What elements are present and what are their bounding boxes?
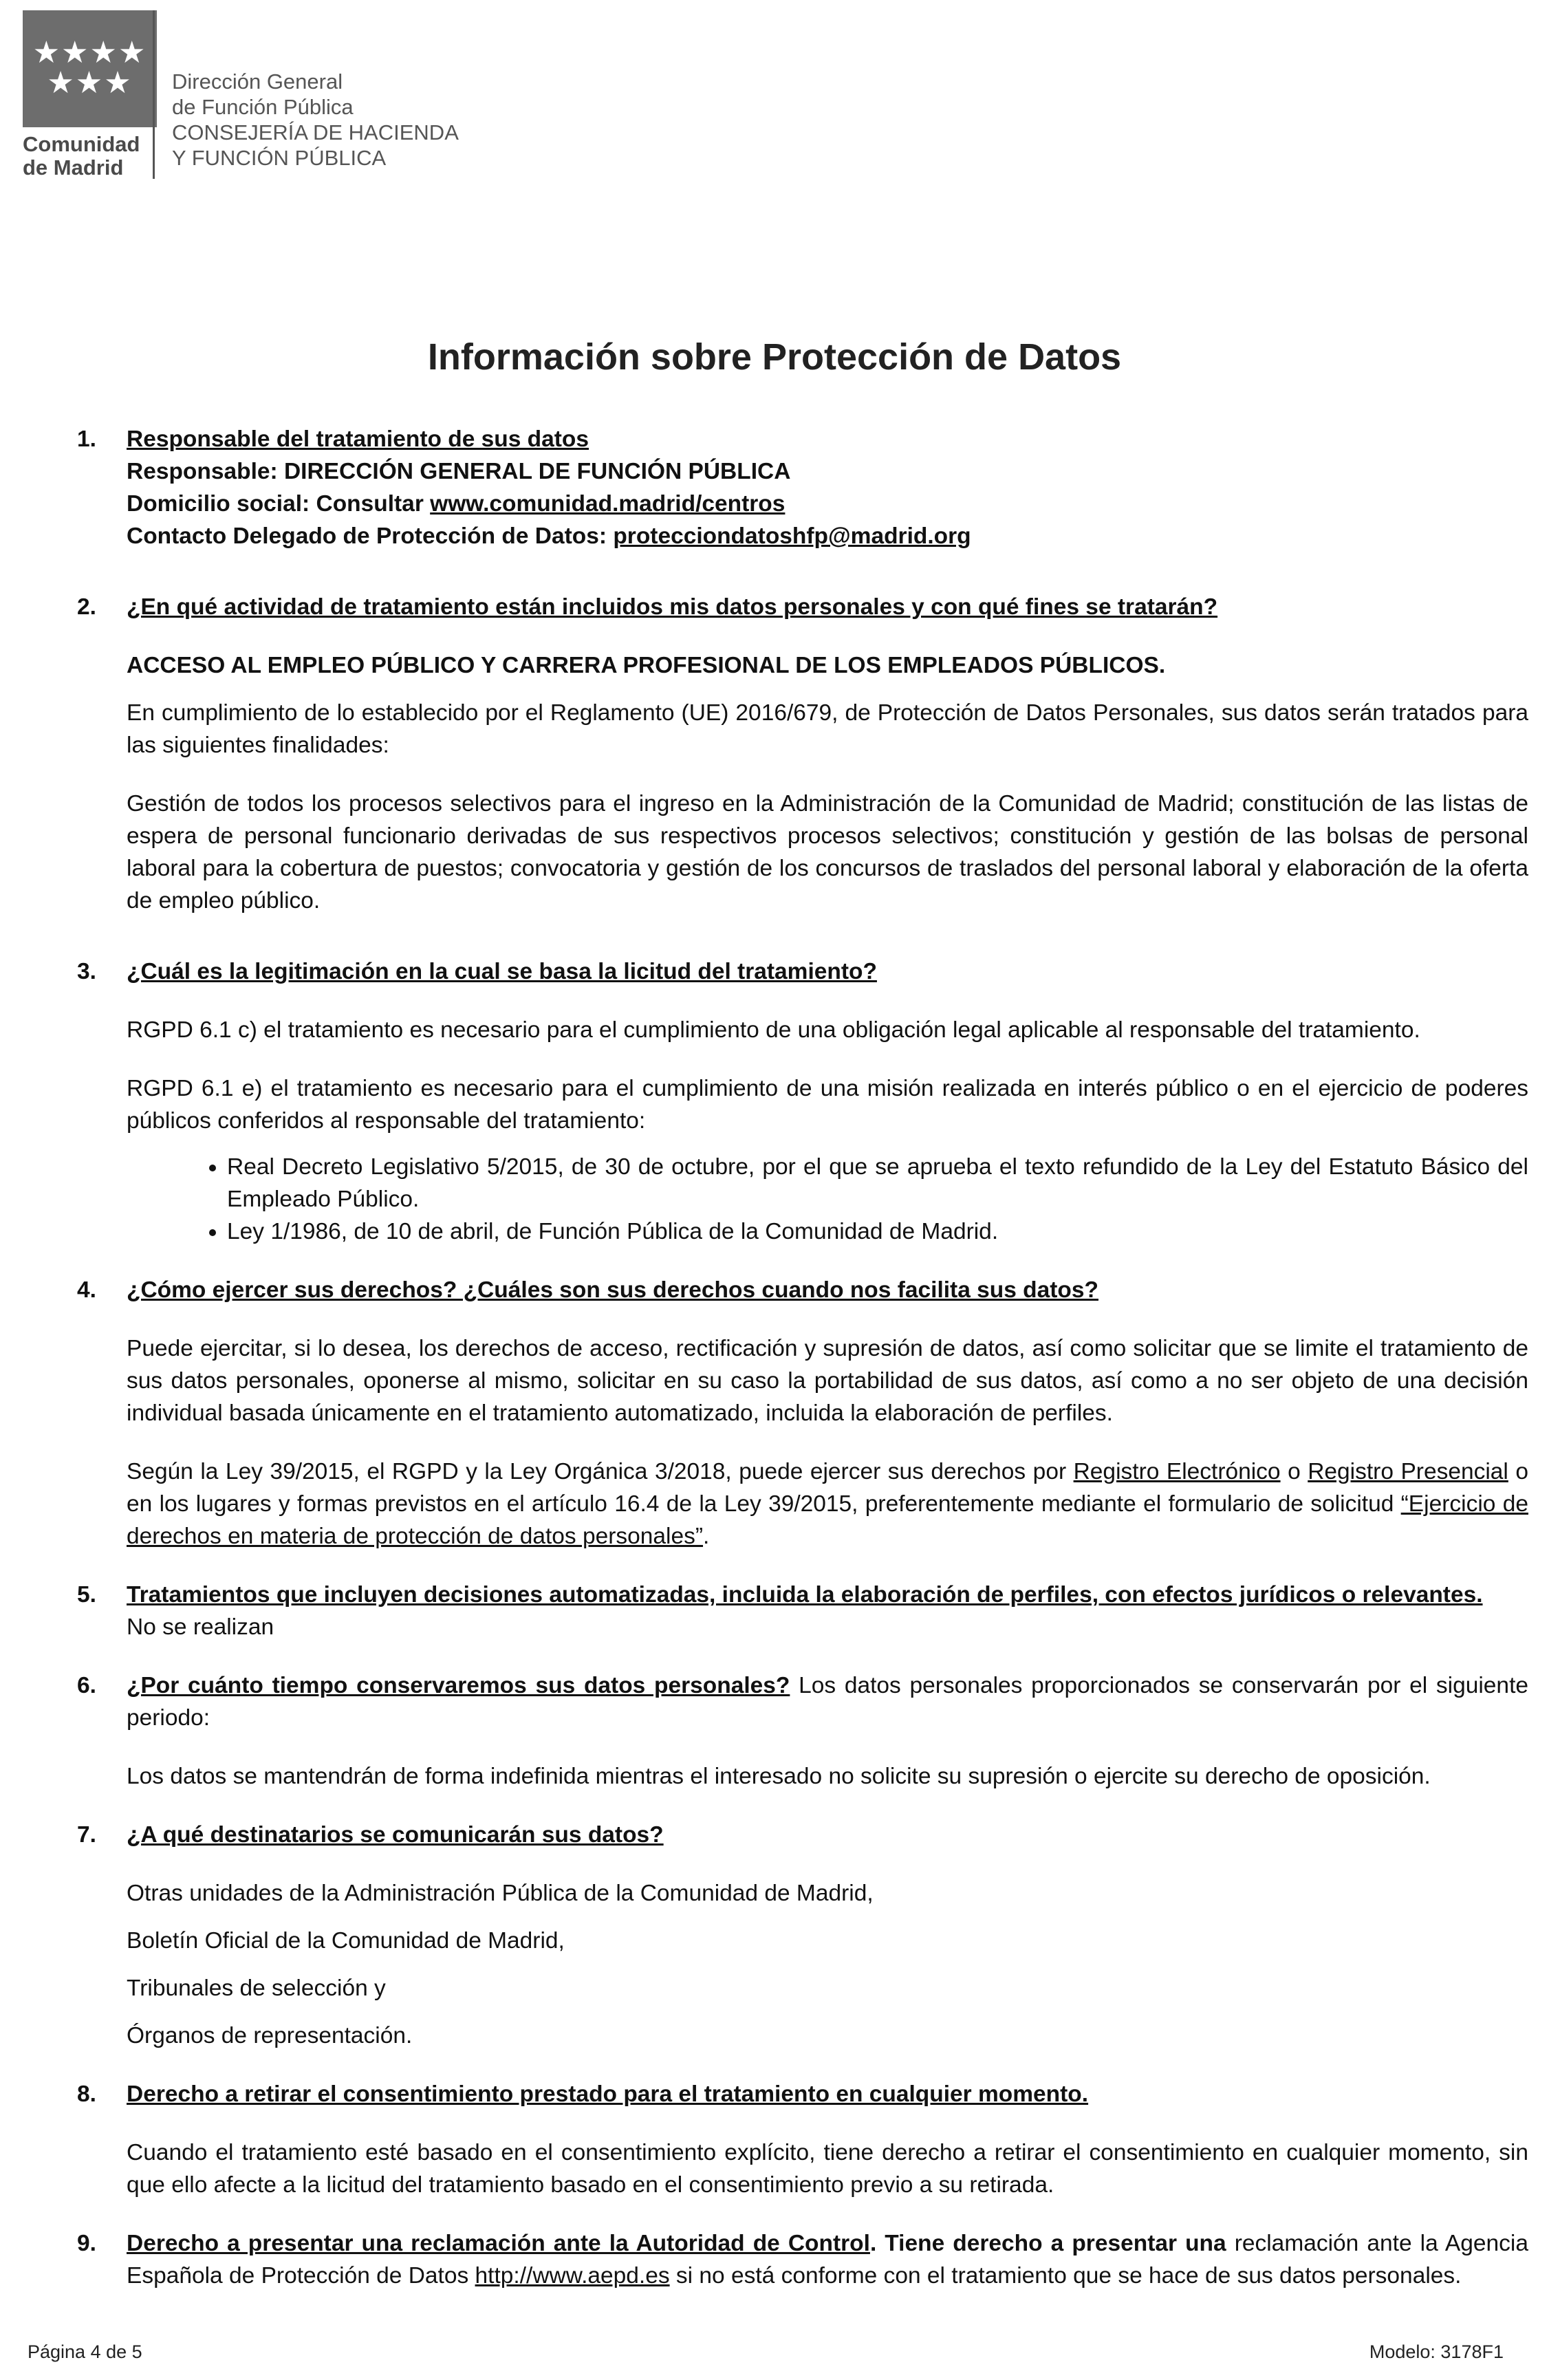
section-2-paragraph-2: Gestión de todos los procesos selectivos para el ingreso en la Administración de la Comunidad de Madrid; constitución de las listas de espera de personal funcionario derivadas de sus respectivos procesos selectivos; constitución y gestión de las bolsas de personal laboral para la cobertura de puestos; convocatoria y gestión de los concursos de traslados del personal laboral y elaboración de la oferta de empleo público. [127, 791, 1528, 913]
section-5-text: No se realizan [127, 1614, 274, 1640]
domicilio-line: Domicilio social: Consultar www.comunidad.madrid/centros [127, 491, 786, 517]
header-divider [153, 10, 155, 179]
dpo-contact-line: Contacto Delegado de Protección de Datos: protecciondatoshfp@madrid.org [127, 523, 971, 549]
legal-basis-list [127, 1151, 1528, 1248]
section-6: 6. ¿Por cuánto tiempo conservaremos sus datos personales? Los datos personales proporcionados se conservarán por el siguiente periodo: Los datos se mantendrán de forma indefinida mientras el interesado no solicite su supresión o ejercite su derecho de oposición. [77, 1669, 1528, 1793]
section-3: 3. ¿Cuál es la legitimación en la cual se basa la licitud del tratamiento? RGPD 6.1 c) el tratamiento es necesario para el cumplimiento de una obligación legal aplicable al responsable del tratamiento. RGPD 6.1 e) el tratamiento es necesario para el cumplimiento de una misión realizada en interés público o en el ejercicio de poderes públicos conferidos al responsable del tratamiento: • Real Decreto Legislativo 5/2015, de 30 de octubre, por el que se aprueba el texto refundido de la Ley del Estatuto Básico del Empleado Público. • Ley 1/1986, de 10 de abril, de Función Pública de la Comunidad de Madrid. [77, 955, 1528, 1248]
page-title: Información sobre Protección de Datos [427, 336, 1122, 378]
section-3-paragraph-2: RGPD 6.1 e) el tratamiento es necesario para el cumplimiento de una misión realizada en interés público o en el ejercicio de poderes públicos conferidos al responsable del tratamiento: [127, 1076, 1528, 1134]
section-1: 1. Responsable del tratamiento de sus datos Responsable: DIRECCIÓN GENERAL DE FUNCIÓN PÚBLICA Domicilio social: Consultar www.comunidad.madrid/centros Contacto Delegado de Protección de Datos: protecciondatoshfp@madrid.org [77, 423, 1528, 552]
section-2-heading: ¿En qué actividad de tratamiento están incluidos mis datos personales y con qué fines se tratarán? [127, 594, 1218, 620]
responsable-line: Responsable: DIRECCIÓN GENERAL DE FUNCIÓN PÚBLICA [127, 459, 791, 484]
section-9-paragraph: Derecho a presentar una reclamación ante la Autoridad de Control. Tiene derecho a presentar una reclamación ante la Agencia Española de Protección de Datos http://www.aepd.es si no está conforme con el tratamiento que se hace de sus datos personales. [127, 2231, 1528, 2289]
section-6-intro: ¿Por cuánto tiempo conservaremos sus datos personales? Los datos personales proporcionados se conservarán por el siguiente periodo: [127, 1673, 1529, 1731]
section-8: 8. Derecho a retirar el consentimiento prestado para el tratamiento en cualquier momento. Cuando el tratamiento esté basado en el consentimiento explícito, tiene derecho a retirar el consentimiento en cualquier momento, sin que ello afecte a la licitud del tratamiento basado en el consentimiento previo a su retirada. [77, 2078, 1528, 2201]
list-item: • Ley 1/1986, de 10 de abril, de Función Pública de la Comunidad de Madrid. [227, 1215, 1528, 1248]
section-9: 9. Derecho a presentar una reclamación ante la Autoridad de Control. Tiene derecho a presentar una reclamación ante la Agencia Española de Protección de Datos http://www.aepd.es si no está conforme con el tratamiento que se hace de sus datos personales. [77, 2227, 1528, 2292]
section-4-paragraph-1: Puede ejercitar, si lo desea, los derechos de acceso, rectificación y supresión de datos, así como solicitar que se limite el tratamiento de sus datos personales, oponerse al mismo, solicitar en su caso la portabilidad de sus datos, así como a no ser objeto de una decisión individual basada únicamente en el tratamiento automatizado, incluida la elaboración de perfiles. [127, 1336, 1528, 1426]
dpo-email-link[interactable]: protecciondatoshfp@madrid.org [613, 523, 971, 549]
section-6-heading: ¿Por cuánto tiempo conservaremos sus datos personales? [127, 1673, 790, 1698]
section-7: 7. ¿A qué destinatarios se comunicarán sus datos? Otras unidades de la Administración Pública de la Comunidad de Madrid, Boletín Oficial de la Comunidad de Madrid, Tribunales de selección y Órganos de representación. [77, 1819, 1528, 2052]
page-number: Página 4 de 5 [28, 2341, 142, 2362]
section-4-heading: ¿Cómo ejercer sus derechos? ¿Cuáles son sus derechos cuando nos facilita sus datos? [127, 1277, 1098, 1303]
section-9-heading: Derecho a presentar una reclamación ante la Autoridad de Control [127, 2231, 870, 2256]
recipients-list [127, 1877, 1528, 2052]
logo-name: Comunidad de Madrid [23, 132, 140, 180]
aepd-link[interactable]: http://www.aepd.es [475, 2263, 670, 2289]
model-code: Modelo: 3178F1 [1369, 2341, 1504, 2362]
list-item: Órganos de representación. [127, 2023, 413, 2048]
section-7-heading: ¿A qué destinatarios se comunicarán sus datos? [127, 1822, 664, 1848]
logo-emblem [23, 10, 157, 127]
department-header: Dirección General de Función Pública CONSEJERÍA DE HACIENDA Y FUNCIÓN PÚBLICA [172, 69, 459, 170]
comunidad-madrid-logo [23, 10, 160, 186]
section-5: 5. Tratamientos que incluyen decisiones automatizadas, incluida la elaboración de perfiles, con efectos jurídicos o relevantes. No se realizan [77, 1579, 1528, 1643]
registro-presencial-link[interactable]: Registro Presencial [1308, 1459, 1508, 1484]
section-4-paragraph-2: Según la Ley 39/2015, el RGPD y la Ley Orgánica 3/2018, puede ejercer sus derechos por Registro Electrónico o Registro Presencial o en los lugares y formas previstos en el artículo 16.4 de la Ley 39/2015, preferentemente mediante el formulario de solicitud “Ejercicio de derechos en materia de protección de datos personales”. [127, 1459, 1528, 1549]
stars-icon: ★★★★ ★★★ [32, 36, 147, 100]
list-item: • Real Decreto Legislativo 5/2015, de 30 de octubre, por el que se aprueba el texto refundido de la Ley del Estatuto Básico del Empleado Público. [227, 1151, 1528, 1215]
section-1-heading: Responsable del tratamiento de sus datos [127, 426, 589, 452]
section-3-heading: ¿Cuál es la legitimación en la cual se basa la licitud del tratamiento? [127, 959, 877, 984]
list-item: Otras unidades de la Administración Pública de la Comunidad de Madrid, [127, 1881, 874, 1906]
document-body [77, 423, 1528, 2292]
section-8-paragraph-1: Cuando el tratamiento esté basado en el consentimiento explícito, tiene derecho a retirar el consentimiento en cualquier momento, sin que ello afecte a la licitud del tratamiento basado en el consentimiento previo a su retirada. [127, 2140, 1528, 2198]
section-6-paragraph-1: Los datos se mantendrán de forma indefinida mientras el interesado no solicite su supresión o ejercite su derecho de oposición. [127, 1764, 1431, 1789]
list-item: Tribunales de selección y [127, 1976, 386, 2001]
section-4: 4. ¿Cómo ejercer sus derechos? ¿Cuáles son sus derechos cuando nos facilita sus datos? Puede ejercitar, si lo desea, los derechos de acceso, rectificación y supresión de datos, así como solicitar que se limite el tratamiento de sus datos personales, oponerse al mismo, solicitar en su caso la portabilidad de sus datos, así como a no ser objeto de una decisión individual basada únicamente en el tratamiento automatizado, incluida la elaboración de perfiles. Según la Ley 39/2015, el RGPD y la Ley Orgánica 3/2018, puede ejercer sus derechos por Registro Electrónico o Registro Presencial o en los lugares y formas previstos en el artículo 16.4 de la Ley 39/2015, preferentemente mediante el formulario de solicitud “Ejercicio de derechos en materia de protección de datos personales”. [77, 1274, 1528, 1553]
section-8-heading: Derecho a retirar el consentimiento prestado para el tratamiento en cualquier momento. [127, 2081, 1089, 2107]
section-5-heading: Tratamientos que incluyen decisiones automatizadas, incluida la elaboración de perfiles, con efectos jurídicos o relevantes. [127, 1582, 1483, 1608]
activity-name: ACCESO AL EMPLEO PÚBLICO Y CARRERA PROFESIONAL DE LOS EMPLEADOS PÚBLICOS. [127, 653, 1166, 678]
centros-link[interactable]: www.comunidad.madrid/centros [430, 491, 786, 517]
section-2-paragraph-1: En cumplimiento de lo establecido por el Reglamento (UE) 2016/679, de Protección de Datos Personales, sus datos serán tratados para las siguientes finalidades: [127, 700, 1528, 758]
section-2: 2. ¿En qué actividad de tratamiento están incluidos mis datos personales y con qué fines se tratarán? ACCESO AL EMPLEO PÚBLICO Y CARRERA PROFESIONAL DE LOS EMPLEADOS PÚBLICOS. En cumplimiento de lo establecido por el Reglamento (UE) 2016/679, de Protección de Datos Personales, sus datos serán tratados para las siguientes finalidades: Gestión de todos los procesos selectivos para el ingreso en la Administración de la Comunidad de Madrid; constitución de las listas de espera de personal funcionario derivadas de sus respectivos procesos selectivos; constitución y gestión de las bolsas de personal laboral para la cobertura de puestos; convocatoria y gestión de los concursos de traslados del personal laboral y elaboración de la oferta de empleo público. [77, 591, 1528, 917]
rights-form-link[interactable]: “Ejercicio de derechos en materia de protección de datos personales” [127, 1491, 1528, 1549]
list-item: Boletín Oficial de la Comunidad de Madrid, [127, 1928, 565, 1954]
section-3-paragraph-1: RGPD 6.1 c) el tratamiento es necesario para el cumplimiento de una obligación legal aplicable al responsable del tratamiento. [127, 1017, 1420, 1043]
registro-electronico-link[interactable]: Registro Electrónico [1073, 1459, 1281, 1484]
